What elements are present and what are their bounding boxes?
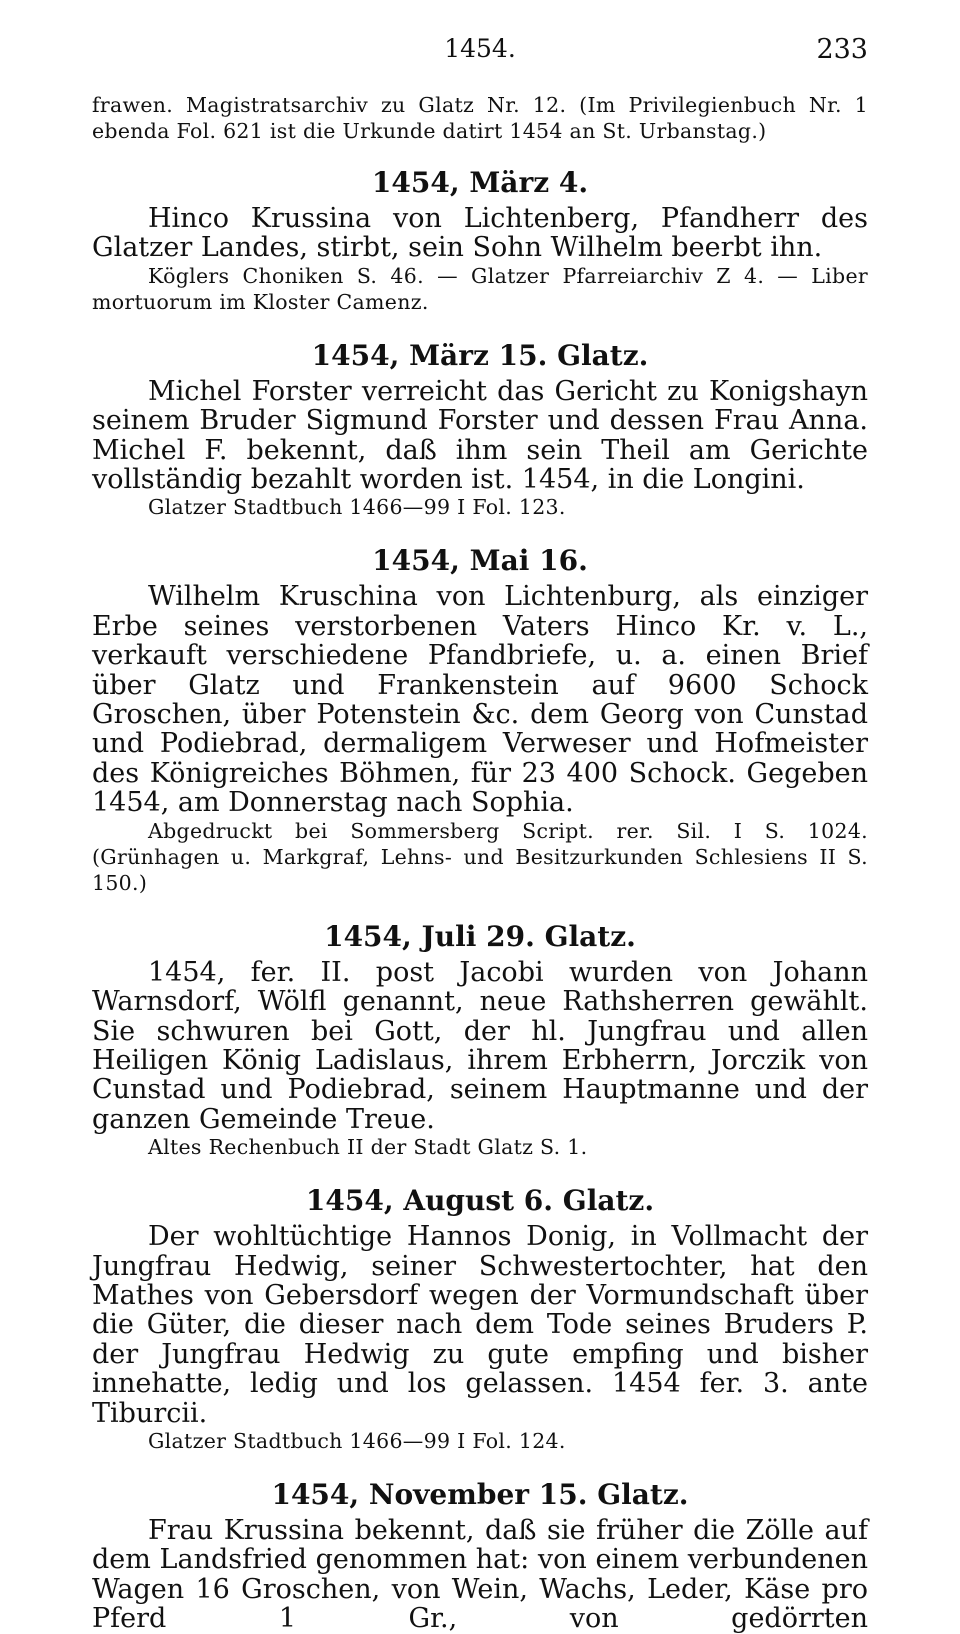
page-number: 233: [816, 34, 868, 65]
entry-1454-maerz-4: [92, 168, 868, 315]
entry-heading: 1454, November 15. Glatz.: [271, 1477, 689, 1511]
running-head-year: 1454.: [444, 34, 516, 63]
entry-text: Michel Forster verreicht das Gericht zu Konigshayn seinem Bruder Sigmund Forster und dessen Frau Anna. Michel F. bekennt, daß ihm sein Theil am Gerichte vollständig bezahlt worden ist. 1454, in die Longini.: [92, 375, 868, 496]
entry-1454-august-6: [92, 1186, 868, 1454]
entry-text: Frau Krussina bekennt, daß sie früher die Zölle auf dem Landsfried genommen hat: von einem verbundenen Wagen 16 Groschen, von Wein, Wachs, Leder, Käse pro Pferd 1 Gr., von gedörrten: [92, 1514, 868, 1634]
entry-source: Altes Rechenbuch II der Stadt Glatz S. 1.: [148, 1135, 588, 1160]
entry-text: Der wohltüchtige Hannos Donig, in Vollmacht der Jungfrau Hedwig, seiner Schwestertochter, hat den Mathes von Gebersdorf wegen der Vormundschaft über die Güter, die dieser nach dem Tode seines Bruders P. der Jungfrau Hedwig zu gute empfing und bisher innehatte, ledig und los gelassen. 1454 fer. 3. ante Tiburcii.: [92, 1221, 868, 1429]
entry-source: Glatzer Stadtbuch 1466—99 I Fol. 123.: [148, 495, 566, 520]
entry-heading: 1454, Juli 29. Glatz.: [324, 919, 636, 953]
continued-source-note: frawen. Magistratsarchiv zu Glatz Nr. 12. (Im Privilegienbuch Nr. 1 ebenda Fol. 621 ist die Urkunde datirt 1454 an St. Urbanstag.): [92, 93, 868, 143]
entry-1454-juli-29: [92, 919, 868, 1160]
entry-text: 1454, fer. II. post Jacobi wurden von Johann Warnsdorf, Wölfl genannt, neue Rathsherren gewählt. Sie schwuren bei Gott, der hl. Jungfrau und allen Heiligen König Ladislaus, ihrem Erbherrn, Jorczik von Cunstad und Podiebrad, seinem Hauptmanne und der ganzen Gemeinde Treue.: [92, 956, 868, 1135]
entry-1454-maerz-15: [92, 338, 868, 521]
entry-source: Glatzer Stadtbuch 1466—99 I Fol. 124.: [148, 1428, 566, 1453]
running-head: [92, 34, 868, 70]
entry-heading: 1454, August 6. Glatz.: [305, 1184, 655, 1218]
page-content: [92, 92, 868, 1634]
entry-text: Wilhelm Kruschina von Lichtenburg, als einziger Erbe seines verstorbenen Vaters Hinco Kr. v. L., verkauft verschiedene Pfandbriefe, u. a. einen Brief über Glatz und Frankenstein auf 9600 Schock Groschen, über Potenstein &c. dem Georg von Cunstad und Podiebrad, dermaligem Verweser und Hofmeister des Königreiches Böhmen, für 23 400 Schock. Gegeben 1454, am Donnerstag nach Sophia.: [92, 581, 868, 819]
entry-source: Köglers Choniken S. 46. — Glatzer Pfarreiarchiv Z 4. — Liber mortuorum im Kloster Camenz.: [92, 263, 868, 314]
entry-1454-mai-16: [92, 546, 868, 895]
entry-1454-november-15: [92, 1477, 868, 1634]
entry-source: Abgedruckt bei Sommersberg Script. rer. Sil. I S. 1024. (Grünhagen u. Markgraf, Lehns- und Besitzurkunden Schlesiens II S. 150.): [92, 818, 868, 895]
entry-heading: 1454, März 4.: [371, 166, 589, 199]
entry-heading: 1454, März 15. Glatz.: [311, 338, 649, 372]
entry-text: Hinco Krussina von Lichtenberg, Pfandherr des Glatzer Landes, stirbt, sein Sohn Wilhelm beerbt ihn.: [92, 203, 868, 264]
entry-heading: 1454, Mai 16.: [372, 544, 588, 578]
